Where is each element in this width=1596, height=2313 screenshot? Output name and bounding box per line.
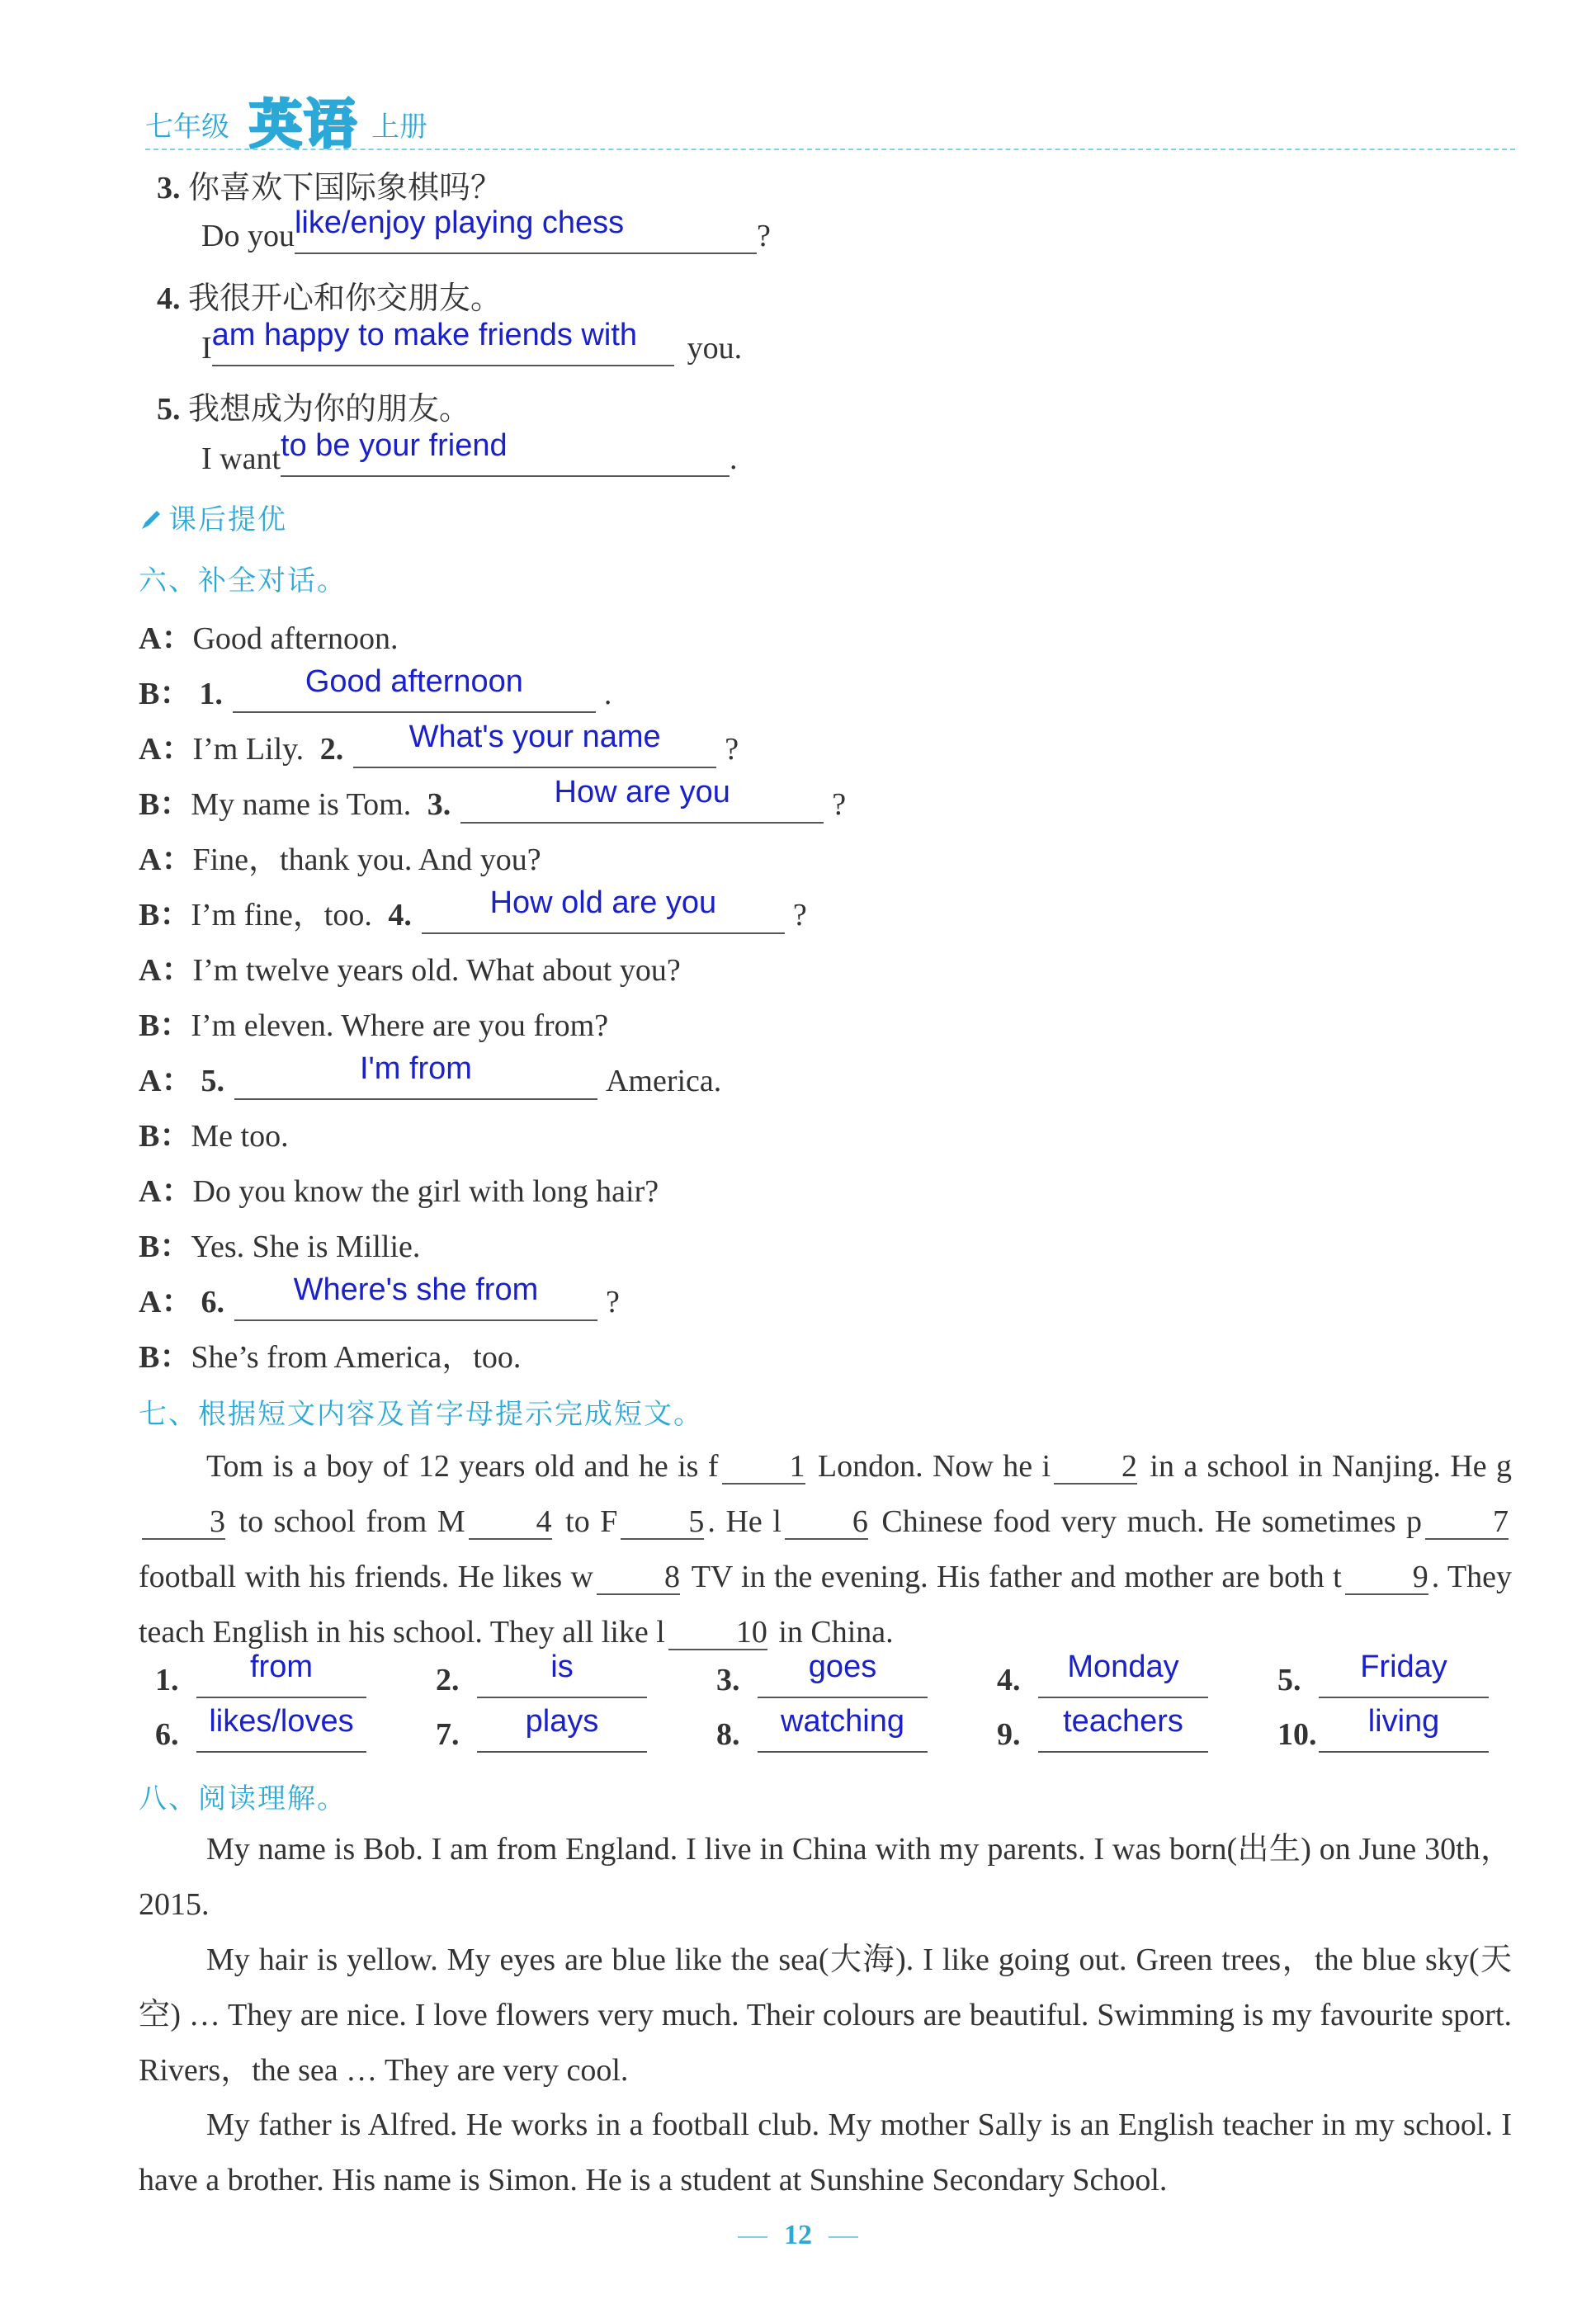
cloze-answer [155, 1704, 366, 1753]
translation-3-english: Do youlike/enjoy playing chess ? [201, 205, 771, 253]
dialog-line [139, 1331, 521, 1376]
page-header [145, 83, 1515, 156]
header-subject: 英语 [249, 95, 358, 156]
page-footer [0, 2220, 1596, 2251]
answer-number: 3. [716, 1663, 740, 1697]
dialog-suffix: America. [605, 1064, 722, 1098]
speaker: B： [139, 787, 191, 822]
answer-number: 9. [997, 1717, 1021, 1752]
dialog-suffix: ? [832, 787, 847, 822]
cloze-answer [716, 1650, 928, 1698]
speaker: A： [139, 621, 193, 656]
speaker: A： [139, 1174, 193, 1209]
dialog-line [139, 1272, 620, 1321]
answer-number: 6. [155, 1717, 179, 1752]
speaker: B： [139, 1119, 191, 1154]
answer-blank: to be your friend [281, 439, 730, 477]
page-number: 12 [784, 2220, 812, 2250]
speaker: A： [139, 953, 193, 988]
footer-dash [829, 2236, 858, 2238]
dialog-line [139, 1051, 722, 1100]
cloze-passage: Tom is a boy of 12 years old and he is f 1 London. Now he i 2 in a school in Nanjing. He g3 to school from M 4 to F 5 . He l 6 Chinese food very much. He sometimes p 7 football with his friends. He likes w 8 TV in the evening. His father and mother are both t 9 . They teach English in his school. They all like l 10 in China. [139, 1449, 1513, 1650]
answer-blank [1038, 1704, 1208, 1753]
reading-paragraph: My hair is yellow. My eyes are blue like the sea(大海). I like going out. Green trees，the blue sky(天空) … They are nice. I love flowers very much. Their colours are beautiful. Swimming is my favourite sport. Rivers，the sea … They are very cool. [139, 1942, 1512, 2088]
answer-text: How are you [554, 775, 730, 810]
speaker: B： [139, 1230, 191, 1264]
answer-blank [1319, 1704, 1489, 1753]
pencil-icon [139, 507, 163, 532]
cloze-answer [1277, 1650, 1489, 1698]
dialog-line [139, 885, 807, 934]
header-grade: 七年级 [145, 111, 229, 144]
answer-text: likes/loves [209, 1704, 354, 1739]
answer-number: 7. [436, 1717, 460, 1752]
answer-blank [422, 885, 785, 934]
cloze-answer [1277, 1704, 1489, 1753]
answer-text: Good afternoon [305, 664, 523, 699]
dialog-line [139, 612, 399, 658]
dialog-text: She’s from America，too. [191, 1340, 522, 1375]
answer-text: plays [525, 1704, 599, 1739]
translation-3-chinese: 3. 你喜欢下国际象棋吗？ [157, 171, 503, 205]
translation-4-chinese: 4. 我很开心和你交朋友。 [157, 281, 503, 316]
dialog-text: Fine，thank you. And you? [192, 843, 541, 877]
cloze-answer [997, 1650, 1208, 1698]
cloze-answer [716, 1704, 928, 1753]
answer-text: is [550, 1650, 574, 1684]
answer-text: living [1367, 1704, 1440, 1739]
answer-text: watching [781, 1704, 904, 1739]
answer-row [155, 1704, 1525, 1764]
answer-number: 5. [1277, 1663, 1301, 1697]
dialog-text: I’m eleven. Where are you from? [191, 1008, 609, 1043]
answer-blank [477, 1704, 647, 1753]
cloze-answer [997, 1704, 1208, 1753]
dialog-text: Good afternoon. [192, 621, 399, 656]
answer-blank [1038, 1650, 1208, 1698]
blank-number: 5. [201, 1064, 224, 1098]
translation-5-english: I wantto be your friend . [201, 428, 738, 476]
answer-number: 4. [997, 1663, 1021, 1697]
speaker: A： [139, 1064, 193, 1098]
answer-blank [758, 1650, 928, 1698]
cloze-answer [436, 1650, 647, 1698]
answer-blank [196, 1704, 366, 1753]
dialog-text: My name is Tom. [191, 787, 412, 822]
answer-text: I'm from [359, 1051, 472, 1086]
dialog-line [139, 999, 608, 1045]
answer-text: goes [808, 1650, 877, 1684]
answer-blank [233, 664, 596, 713]
cloze-answer [436, 1704, 647, 1753]
dialog-suffix: . [603, 677, 612, 711]
answer-row [155, 1650, 1525, 1710]
dialog-text: Do you know the girl with long hair? [192, 1174, 659, 1209]
answer-text: from [250, 1650, 313, 1684]
answer-blank: am happy to make friends with [212, 328, 674, 366]
reading-paragraph: My name is Bob. I am from England. I live in China with my parents. I was born(出生) on June 30th，2015. [139, 1832, 1512, 1922]
answer-blank: like/enjoy playing chess [295, 216, 757, 254]
blank-number: 6. [201, 1285, 224, 1319]
dialog-text: Me too. [191, 1119, 289, 1154]
dialog-text: Yes. She is Millie. [191, 1230, 421, 1264]
speaker: B： [139, 1340, 191, 1375]
answer-blank [234, 1272, 597, 1321]
dialog-suffix: ? [792, 898, 807, 932]
answer-number: 10. [1277, 1717, 1317, 1752]
answer-blank [1319, 1650, 1489, 1698]
answer-number: 2. [436, 1663, 460, 1697]
dialog-suffix: ? [725, 732, 739, 767]
blank-number: 2. [319, 732, 344, 767]
answer-blank [460, 775, 824, 824]
speaker: B： [139, 677, 191, 711]
answer-blank [234, 1051, 597, 1100]
dialog-line [139, 664, 612, 713]
dialog-line [139, 1220, 420, 1266]
dialog-line [139, 1110, 289, 1155]
dialog-line [139, 944, 681, 989]
speaker: A： [139, 843, 193, 877]
dialog-line [139, 775, 847, 824]
answer-text: Monday [1067, 1650, 1179, 1684]
blank-number: 3. [427, 787, 451, 822]
dialog-line [139, 1165, 659, 1211]
dialog-line [139, 833, 541, 879]
answer-blank [196, 1650, 366, 1698]
dialog-line [139, 720, 739, 768]
dialog-text: I’m Lily. [192, 732, 305, 767]
answer-number: 1. [155, 1663, 179, 1697]
speaker: A： [139, 732, 193, 767]
section-8-title: 八、阅读理解。 [139, 1782, 347, 1815]
header-volume: 上册 [371, 111, 427, 144]
answer-blank [353, 720, 716, 768]
answer-blank [758, 1704, 928, 1753]
dialog-text: I’m twelve years old. What about you? [192, 953, 681, 988]
answer-text: teachers [1063, 1704, 1183, 1739]
answer-text: Friday [1360, 1650, 1447, 1684]
footer-dash [738, 2236, 767, 2238]
translation-4-english: Iam happy to make friends with you. [201, 318, 743, 366]
answer-text: Where's she from [293, 1272, 539, 1307]
section-6-title: 六、补全对话。 [139, 564, 347, 597]
speaker: B： [139, 898, 191, 932]
section-7-title: 七、根据短文内容及首字母提示完成短文。 [139, 1398, 703, 1431]
after-class-heading: 课后提优 [139, 497, 287, 537]
answer-text: What's your name [408, 720, 661, 754]
reading-paragraph: My father is Alfred. He works in a football club. My mother Sally is an English teacher in my school. I have a brother. His name is Simon. He is a student at Sunshine Secondary School. [139, 2108, 1512, 2197]
answer-text: How old are you [489, 885, 717, 920]
dialog-text: I’m fine，too. [191, 898, 372, 932]
answer-number: 8. [716, 1717, 740, 1752]
cloze-answer [155, 1650, 366, 1698]
answer-blank [477, 1650, 647, 1698]
speaker: A： [139, 1285, 193, 1319]
translation-5-chinese: 5. 我想成为你的朋友。 [157, 392, 471, 427]
blank-number: 1. [199, 677, 223, 711]
speaker: B： [139, 1008, 191, 1043]
dialog-suffix: ? [605, 1285, 620, 1319]
blank-number: 4. [388, 898, 412, 932]
